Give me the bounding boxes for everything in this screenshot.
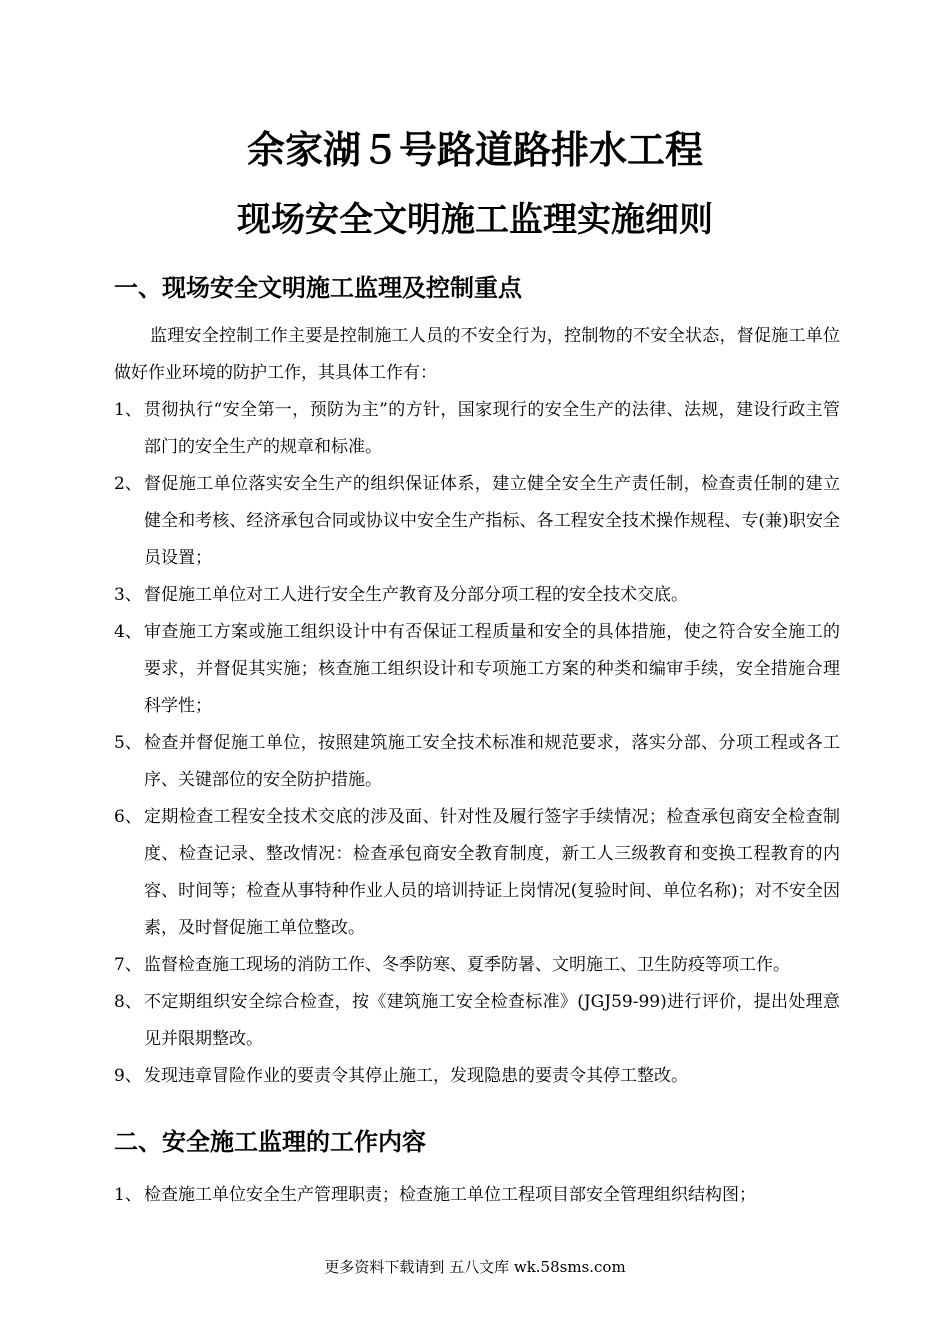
list-item-text: 审查施工方案或施工组织设计中有否保证工程质量和安全的具体措施，使之符合安全施工的要求，并督促其实施；核查施工组织设计和专项施工方案的种类和编审手续，安全措施合理科学性； (144, 622, 840, 716)
document-title: 余家湖５号路道路排水工程 (246, 127, 703, 172)
footer-link-text: 更多资料下载请到 五八文库 wk.58sms.com (324, 1258, 626, 1276)
list-item-number: 7、 (114, 955, 142, 975)
list-item-text: 不定期组织安全综合检查，按《建筑施工安全检查标准》(JGJ59-99)进行评价，提出处理意见并限期整改。 (144, 992, 840, 1049)
list-item (114, 466, 840, 577)
list-item (114, 725, 840, 799)
document-subtitle: 现场安全文明施工监理实施细则 (237, 200, 713, 240)
list-item (114, 947, 840, 984)
section-1-intro: 监理安全控制工作主要是控制施工人员的不安全行为，控制物的不安全状态，督促施工单位做好作业环境的防护工作，其具体工作有： (114, 326, 840, 383)
list-item-number: 1、 (114, 400, 142, 420)
list-item-number: 3、 (114, 585, 142, 605)
list-item-text: 督促施工单位对工人进行安全生产教育及分部分项工程的安全技术交底。 (144, 585, 688, 605)
list-item-number: 8、 (114, 992, 142, 1012)
list-item-number: 4、 (114, 622, 142, 642)
list-item-number: 2、 (114, 474, 142, 494)
list-item-number: 6、 (114, 807, 142, 827)
list-item-text: 发现违章冒险作业的要责令其停止施工，发现隐患的要责令其停工整改。 (144, 1066, 688, 1086)
list-item (114, 392, 840, 466)
section-heading-1: 一、现场安全文明施工监理及控制重点 (114, 274, 522, 302)
list-item-text: 定期检查工程安全技术交底的涉及面、针对性及履行签字手续情况；检查承包商安全检查制度、检查记录、整改情况：检查承包商安全教育制度，新工人三级教育和变换工程教育的内容、时间等；检查从事特种作业人员的培训持证上岗情况(复验时间、单位名称)；对不安全因素，及时督促施工单位整改。 (144, 807, 840, 938)
list-item-text: 督促施工单位落实安全生产的组织保证体系，建立健全安全生产责任制，检查责任制的建立健全和考核、经济承包合同或协议中安全生产指标、各工程安全技术操作规程、专(兼)职安全员设置； (144, 474, 840, 568)
list-item (114, 614, 840, 725)
list-item-text: 贯彻执行“安全第一，预防为主”的方针，国家现行的安全生产的法律、法规，建设行政主管部门的安全生产的规章和标准。 (144, 400, 840, 457)
section-heading-2: 二、安全施工监理的工作内容 (114, 1128, 426, 1156)
list-item-number: 9、 (114, 1066, 142, 1086)
section-1-list (114, 392, 840, 1095)
list-item (114, 984, 840, 1058)
list-item (114, 1058, 840, 1095)
list-item (114, 1177, 840, 1214)
list-item-text: 检查施工单位安全生产管理职责；检查施工单位工程项目部安全管理组织结构图； (144, 1185, 756, 1205)
list-item-text: 监督检查施工现场的消防工作、冬季防寒、夏季防暑、文明施工、卫生防疫等项工作。 (144, 955, 790, 975)
list-item-number: 1、 (114, 1185, 142, 1205)
list-item-text: 检查并督促施工单位，按照建筑施工安全技术标准和规范要求，落实分部、分项工程或各工序、关键部位的安全防护措施。 (144, 733, 840, 790)
section-2-list (114, 1177, 840, 1214)
list-item-number: 5、 (114, 733, 142, 753)
list-item (114, 577, 840, 614)
list-item (114, 799, 840, 947)
